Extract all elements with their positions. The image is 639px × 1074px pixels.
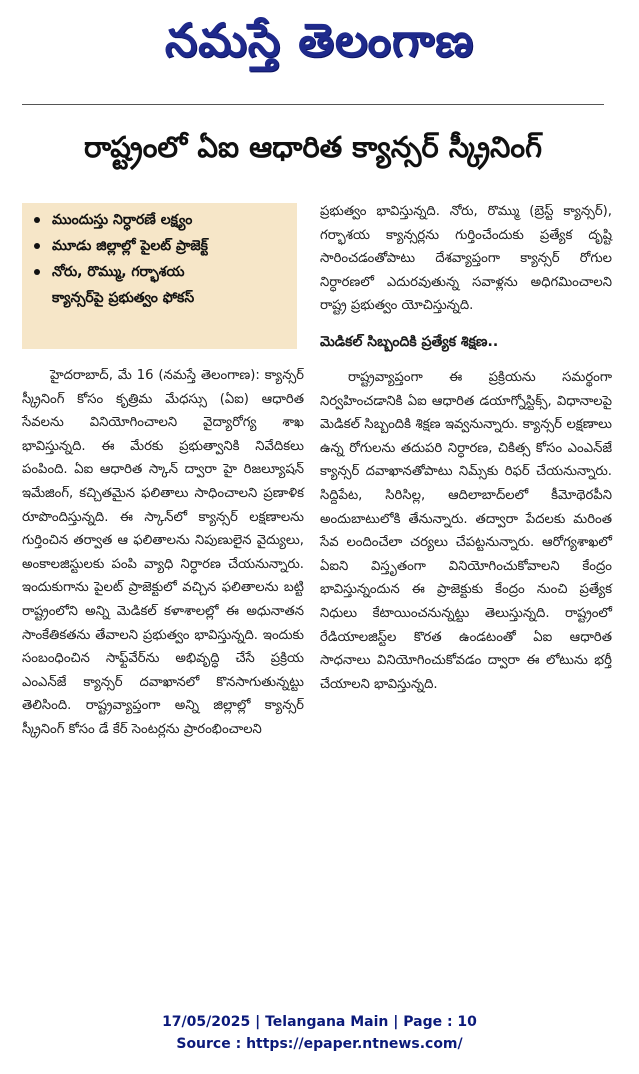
bullet-icon <box>34 217 40 223</box>
footer-source-line: Source : https://epaper.ntnews.com/ <box>176 1036 463 1052</box>
body-paragraph: రాష్ట్రవ్యాప్తంగా ఈ ప్రక్రియను సమర్థంగా నిర్వహించడానికి ఏఐ ఆధారిత డయాగ్నోస్టిక్స్, విధానాలపై మెడికల్ సిబ్బందికి శిక్షణ ఇవ్వనున్నారు. క్యాన్సర్ లక్షణాలు ఉన్న రోగులను తదుపరి నిర్ధారణ, చికిత్స కోసం ఎంఎన్‌జే క్యాన్సర్ దవాఖానతోపాటు నిమ్స్‌కు రిఫర్ చేయనున్నారు. సిద్దిపేట, సిరిసిల్ల, ఆదిలాబాద్‌లలో కీమోథెరపీని అందుబాటులోకి తేనున్నారు. తద్వారా పేదలకు మరింత సేవ లందించేలా చర్యలు చేపట్టనున్నారు. ఆరోగ్యశాఖలో ఏఐని విస్తృతంగా వినియోగించుకోవాలని కేంద్రం భావిస్తున్నందున ఈ ప్రాజెక్టుకు కేంద్రం నుంచి ప్రత్యేక నిధులు కేటాయించనున్నట్టు తెలుస్తున్నది. రాష్ట్రంలో రేడియాలజిస్ట్‌ల కొరత ఉండటంతో ఏఐ ఆధారిత సాధనాలు వినియోగించుకోవడం ద్వారా ఈ లోటును భర్తీ చేయాలని భావిస్తున్నది. <box>320 369 612 692</box>
highlight-text: ముందుస్తు నిర్ధారణే లక్ష్యం <box>52 212 193 228</box>
article-headline: రాష్ట్రంలో ఏఐ ఆధారిత క్యాన్సర్ స్క్రీనింగ్ <box>84 130 542 164</box>
highlight-item <box>22 233 297 259</box>
highlights-box <box>22 203 297 349</box>
article-column-right <box>320 200 612 696</box>
body-paragraph-continuation: ప్రభుత్వం భావిస్తున్నది. నోరు, రొమ్ము (బ్రెస్ట్ క్యాన్సర్), గర్భాశయ క్యాన్సర్లను గుర్తించేందుకు ప్రత్యేక దృష్టి సారించడంతోపాటు దేశవ్యాప్తంగా క్యాన్సర్ రోగుల నిర్ధారణలో ఎదురవుతున్న సవాళ్లను అధిగమించాలని రాష్ట్ర ప్రభుత్వం యోచిస్తున్నది. <box>320 204 612 314</box>
section-subheading: మెడికల్ సిబ్బందికి ప్రత్యేక శిక్షణ.. <box>320 333 499 350</box>
highlight-text: నోరు, రొమ్ము, గర్భాశయ <box>52 264 185 280</box>
masthead-logo: నమస్తే తెలంగాణ <box>164 13 475 67</box>
bullet-icon <box>34 243 40 249</box>
highlight-continuation: క్యాన్సర్‌పై ప్రభుత్వం ఫోకస్ <box>52 290 195 306</box>
top-divider <box>22 104 604 105</box>
body-paragraph: హైదరాబాద్, మే 16 (నమస్తే తెలంగాణ): క్యాన్సర్ స్క్రీనింగ్ కోసం కృత్రిమ మేధస్సు (ఏఐ) ఆధారిత సేవలను వినియోగించాలని వైద్యారోగ్య శాఖ భావిస్తున్నది. ఈ మేరకు ప్రభుత్వానికి నివేదికలు పంపింది. ఏఐ ఆధారిత స్కాన్ ద్వారా హై రిజల్యూషన్ ఇమేజింగ్, కచ్చితమైన ఫలితాలు సాధించాలని ప్రణాళిక రూపొందిస్తున్నది. ఈ స్కాన్‌లో క్యాన్సర్ లక్షణాలను గుర్తించిన తర్వాత ఆ ఫలితాలను నిపుణులైన వైద్యులు, అంకాలజిస్టులకు పంపి వ్యాధి నిర్ధారణ చేయనున్నారు. ఇందుకుగాను పైలట్ ప్రాజెక్టులో వచ్చిన ఫలితాలను బట్టి రాష్ట్రంలోని అన్ని మెడికల్ కళాశాలల్లో ఈ అధునాతన సాంకేతికతను తేవాలని ప్రభుత్వం భావిస్తున్నది. ఇందుకు సంబంధించిన సాఫ్ట్‌వేర్‌ను అభివృద్ధి చేసే ప్రక్రియ ఎంఎన్‌జే క్యాన్సర్ దవాఖానలో కొనసాగుతున్నట్టు తెలిసింది. రాష్ట్రవ్యాప్తంగా అన్ని జిల్లాల్లో క్యాన్సర్ స్క్రీనింగ్ కోసం డే కేర్ సెంటర్లను ప్రారంభించాలని <box>22 368 304 737</box>
highlight-item <box>22 207 297 233</box>
highlight-text: మూడు జిల్లాల్లో పైలట్ ప్రాజెక్ట్ <box>52 238 208 254</box>
bullet-icon <box>34 269 40 275</box>
article-column-left <box>22 364 304 742</box>
highlight-item <box>22 259 297 285</box>
footer-date-line: 17/05/2025 | Telangana Main | Page : 10 <box>162 1014 477 1030</box>
